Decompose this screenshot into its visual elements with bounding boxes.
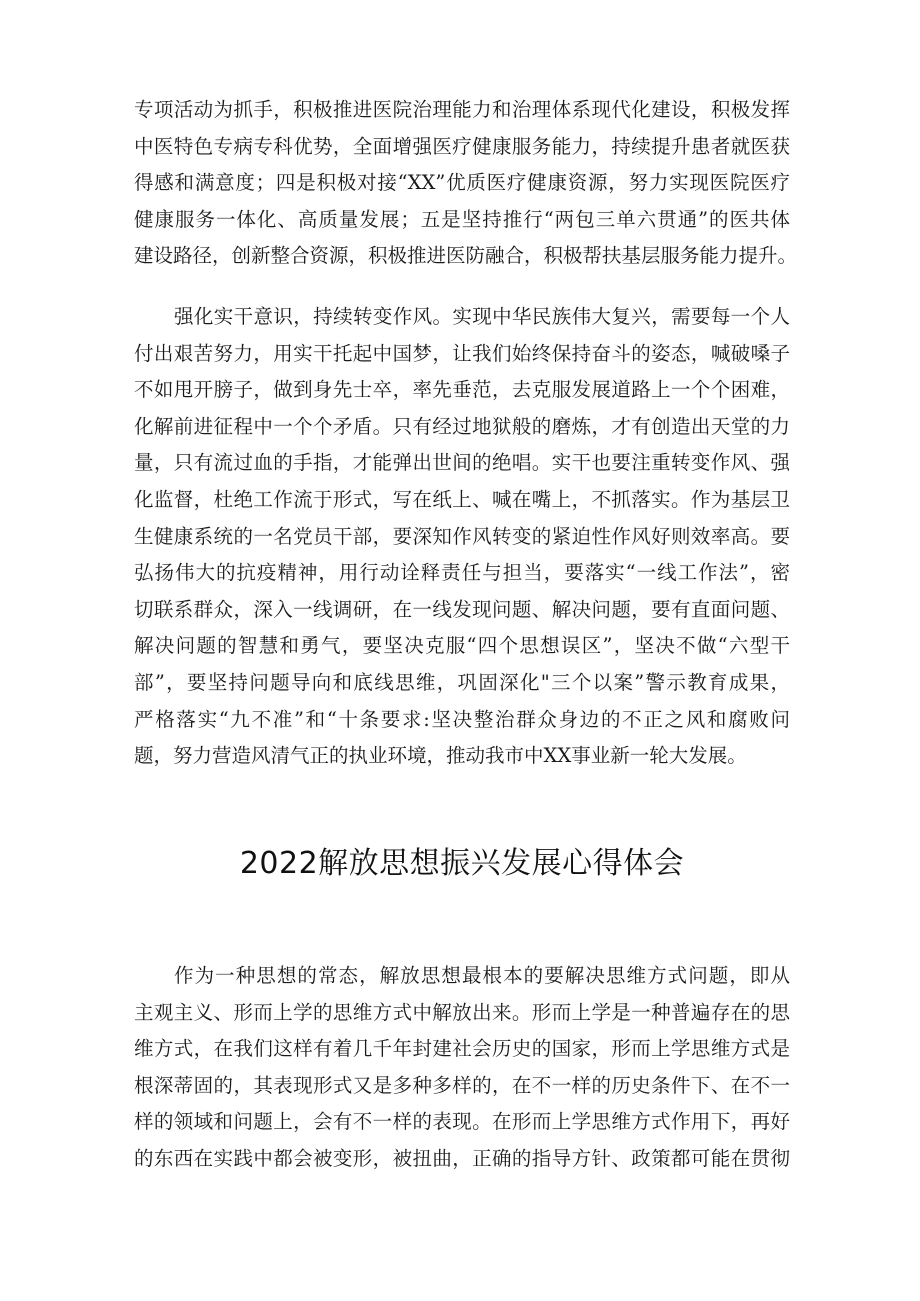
text-line: 强化实干意识，持续转变作风。实现中华民族伟大复兴，需要每一个人: [174, 305, 790, 328]
text-line: 切联系群众，深入一线调研，在一线发现问题、解决问题，要有直面问题、: [134, 597, 790, 621]
body-paragraph-2: [134, 299, 790, 775]
text-line: 化解前进征程中一个个矛盾。只有经过地狱般的磨炼，才有创造出天堂的力: [134, 414, 790, 438]
text-line: 中医特色专病专科优势，全面增强医疗健康服务能力，持续提升患者就医获: [134, 134, 790, 158]
text-line: 根深蒂固的，其表现形式又是多种多样的，在不一样的历史条件下、在不一: [134, 1073, 790, 1097]
text-line: 付出艰苦努力，用实干托起中国梦，让我们始终保持奋斗的姿态，喊破嗓子: [134, 341, 790, 365]
text-line: 弘扬伟大的抗疫精神，用行动诠释责任与担当，要落实“一线工作法”，密: [134, 561, 790, 585]
text-line: 建设路径，创新整合资源，积极推进医防融合，积极帮扶基层服务能力提升。: [134, 244, 798, 268]
text-line: 样的领域和问题上，会有不一样的表现。在形而上学思维方式作用下，再好: [134, 1110, 790, 1134]
text-line: 得感和满意度；四是积极对接“XX”优质医疗健康资源，努力实现医院医疗: [134, 171, 790, 195]
text-line: 不如甩开膀子，做到身先士卒，率先垂范，去克服发展道路上一个个困难，: [134, 378, 790, 402]
text-line: 健康服务一体化、高质量发展；五是坚持推行“两包三单六贯通”的医共体: [134, 207, 790, 231]
text-line: 生健康系统的一名党员干部，要深知作风转变的紧迫性作风好则效率高。要: [134, 524, 790, 548]
text-line: 严格落实“九不准”和“十条要求:坚决整治群众身边的不正之风和腐败问: [134, 707, 790, 731]
text-line: 专项活动为抓手，积极推进医院治理能力和治理体系现代化建设，积极发挥: [134, 98, 790, 121]
text-line: 维方式，在我们这样有着几千年封建社会历史的国家，形而上学思维方式是: [134, 1037, 790, 1061]
text-line: 解决问题的智慧和勇气，要坚决克服“四个思想误区”，坚决不做“六型干: [134, 634, 790, 658]
text-line: 的东西在实践中都会被变形，被扭曲，正确的指导方针、政策都可能在贯彻: [134, 1146, 790, 1170]
text-line: 主观主义、形而上学的思维方式中解放出来。形而上学是一种普遍存在的思: [134, 1000, 790, 1024]
text-line: 部”，要坚持问题导向和底线思维，巩固深化"三个以案”警示教育成果，: [134, 670, 790, 694]
text-line: 化监督，杜绝工作流于形式，写在纸上、喊在嘴上，不抓落实。作为基层卫: [134, 487, 790, 511]
text-line: 作为一种思想的常态，解放思想最根本的要解决思维方式问题，即从: [174, 964, 790, 987]
text-line: 题，努力营造风清气正的执业环境，推动我市中XX事业新一轮大发展。: [134, 744, 747, 768]
section-heading: 2022解放思想振兴发展心得体会: [239, 846, 685, 881]
body-paragraph-3: [134, 958, 790, 1178]
text-line: 量，只有流过血的手指，才能弹出世间的绝唱。实干也要注重转变作风、强: [134, 451, 790, 475]
body-paragraph-1: [134, 92, 798, 275]
